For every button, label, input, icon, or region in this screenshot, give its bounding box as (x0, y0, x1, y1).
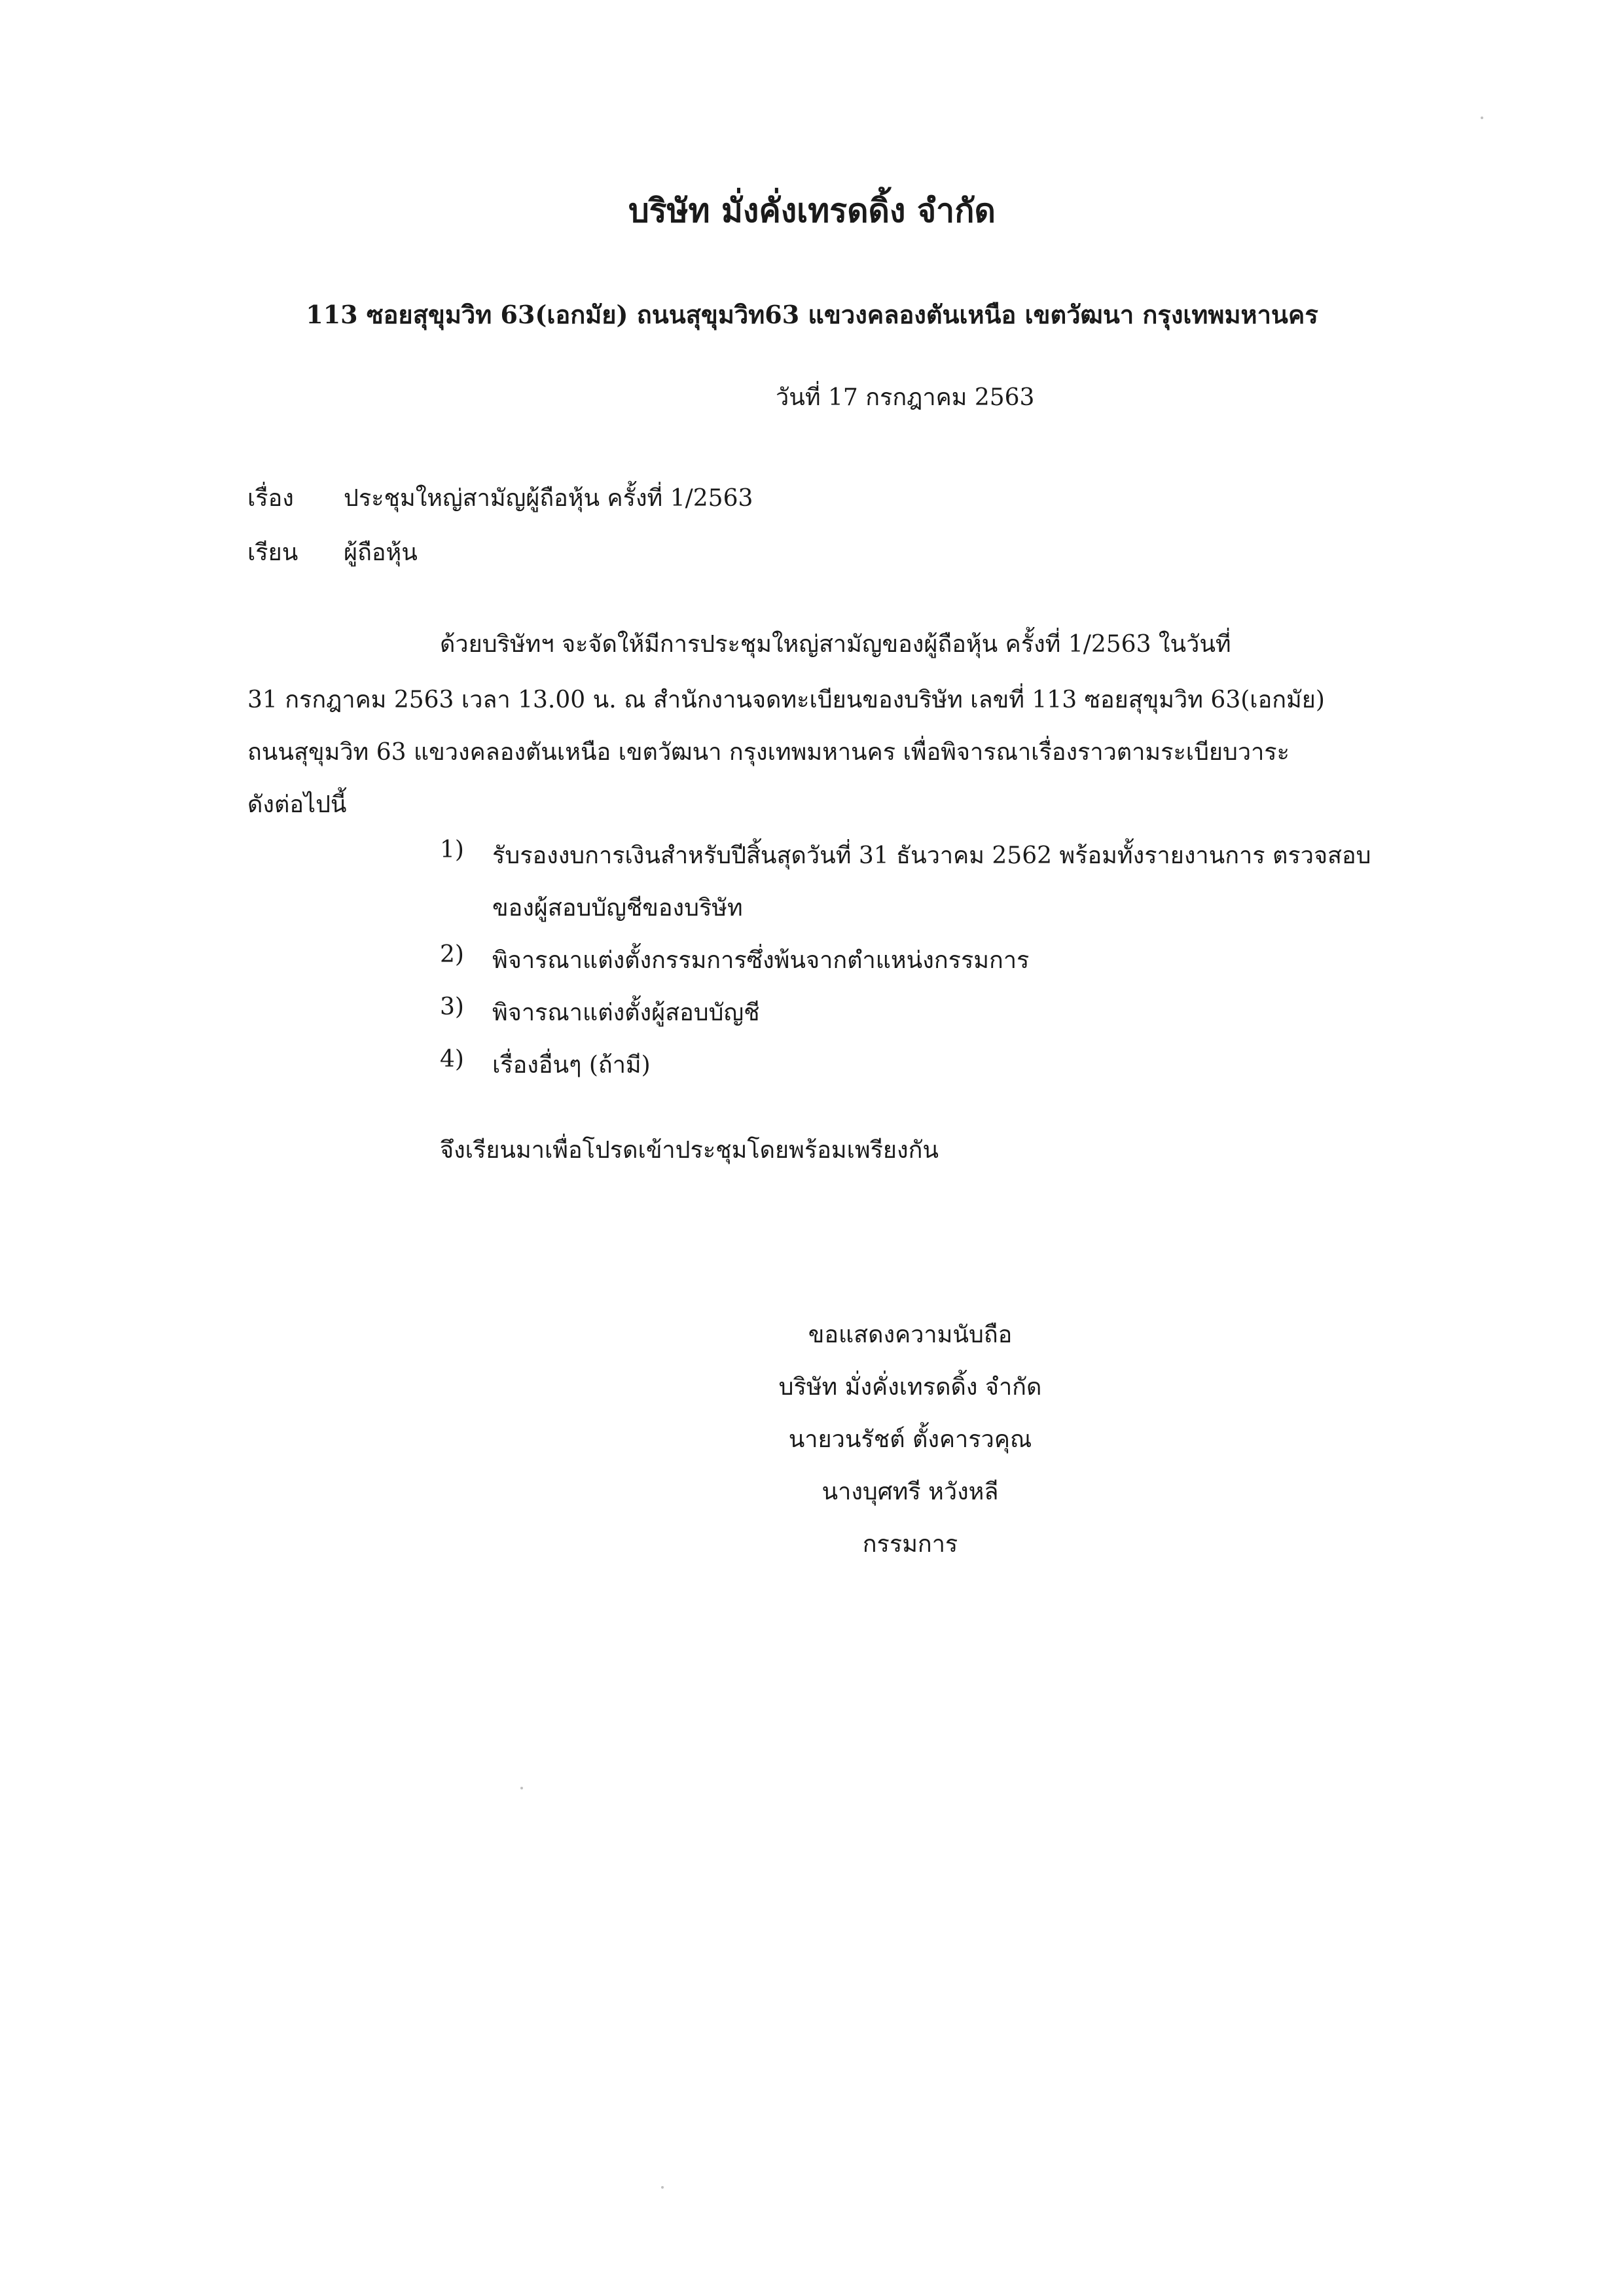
letter-date: วันที่ 17 กรกฎาคม 2563 (776, 384, 1035, 411)
signature-regards: ขอแสดงความนับถือ (808, 1321, 1013, 1348)
closing-line: จึงเรียนมาเพื่อโปรดเข้าประชุมโดยพร้อมเพรียงกัน (440, 1137, 939, 1164)
agenda-item-number: 4) (440, 1046, 464, 1073)
body-paragraph-line: 31 กรกฎาคม 2563 เวลา 13.00 น. ณ สำนักงานจดทะเบียนของบริษัท เลขที่ 113 ซอยสุขุมวิท 63(เอกมัย) (247, 687, 1325, 713)
agenda-item-text: รับรองงบการเงินสำหรับปีสิ้นสุดวันที่ 31 ธันวาคม 2562 พร้อมทั้งรายงานการ ตรวจสอบ (492, 842, 1371, 869)
agenda-item-text: พิจารณาแต่งตั้งผู้สอบบัญชี (492, 999, 760, 1026)
agenda-item-number: 3) (440, 994, 464, 1020)
agenda-item-text: พิจารณาแต่งตั้งกรรมการซึ่งพ้นจากตำแหน่งกรรมการ (492, 947, 1030, 974)
recipient-text: ผู้ถือหุ้น (344, 539, 418, 566)
body-paragraph-line: ถนนสุขุมวิท 63 แขวงคลองตันเหนือ เขตวัฒนา กรุงเทพมหานคร เพื่อพิจารณาเรื่องราวตามระเบียบวาระ (247, 739, 1290, 766)
recipient-label: เรียน (247, 539, 298, 566)
company-name-heading: บริษัท มั่งคั่งเทรดดิ้ง จำกัด (628, 191, 996, 230)
signature-position: กรรมการ (862, 1531, 958, 1558)
agenda-item-text: เรื่องอื่นๆ (ถ้ามี) (492, 1052, 651, 1079)
signature-signer-2: นางบุศทรี หวังหลี (821, 1479, 999, 1505)
agenda-item-text: ของผู้สอบบัญชีของบริษัท (492, 895, 743, 922)
subject-text: ประชุมใหญ่สามัญผู้ถือหุ้น ครั้งที่ 1/2563 (344, 485, 753, 512)
signature-signer-1: นายวนรัชต์ ตั้งคารวคุณ (788, 1426, 1032, 1453)
scan-speck (1481, 117, 1483, 119)
signature-company: บริษัท มั่งคั่งเทรดดิ้ง จำกัด (778, 1374, 1042, 1401)
body-paragraph-line: ด้วยบริษัทฯ จะจัดให้มีการประชุมใหญ่สามัญของผู้ถือหุ้น ครั้งที่ 1/2563 ในวันที่ (440, 631, 1231, 658)
agenda-item-number: 2) (440, 941, 464, 968)
company-address: 113 ซอยสุขุมวิท 63(เอกมัย) ถนนสุขุมวิท63 แขวงคลองตันเหนือ เขตวัฒนา กรุงเทพมหานคร (306, 300, 1318, 329)
scan-speck (520, 1787, 523, 1789)
body-paragraph-line: ดังต่อไปนี้ (247, 791, 347, 818)
scan-speck (661, 2186, 664, 2189)
agenda-item-number: 1) (440, 836, 464, 863)
subject-label: เรื่อง (247, 485, 294, 512)
